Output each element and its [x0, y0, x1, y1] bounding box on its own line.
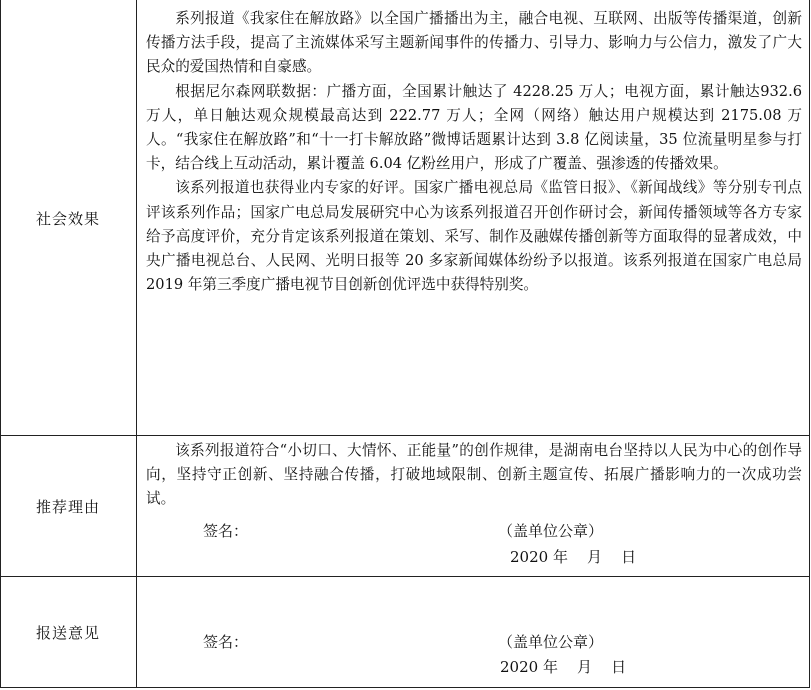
recommend-reason-content — [146, 439, 802, 512]
submit-date-label: 2020 年 月 日 — [500, 658, 627, 676]
table-border-bottom — [0, 687, 810, 688]
table-border-right — [809, 0, 810, 688]
recommend-sign-label: 签名： — [203, 522, 249, 540]
social-effect-content — [146, 7, 802, 297]
social-effect-paragraph-3: 该系列报道也获得业内专家的好评。国家广播电视总局《监管日报》、《新闻战线》等分别专刊点评该系列作品；国家广电总局发展研究中心为该系列报道召开创作研讨会，新闻传播领域等各方专家给予高度评价，充分肯定该系列报道在策划、采写、制作及融媒传播创新等方面取得的显著成效，中央广播电视总台、人民网、光明日报等 20 多家新闻媒体纷纷予以报道。该系列报道在国家广电总局 2019 年第三季度广播电视节目创新创优评选中获得特别奖。 — [146, 179, 802, 294]
social-effect-paragraph-2: 根据尼尔森网联数据：广播方面，全国累计触达了 4228.25 万人；电视方面，累计触达932.6 万人，单日触达观众规模最高达到 222.77 万人；全网（网络）触达用户规模达到 2175.08 万人。“我家住在解放路”和“十一打卡解放路”微博话题累计达到 3.8 亿阅读量，35 位流量明星参与打卡，结合线上互动活动，累计覆盖 6.04 亿粉丝用户，形成了广覆盖、强渗透的传播效果。 — [146, 82, 802, 173]
row-divider-1 — [0, 435, 810, 436]
table-border-left — [0, 0, 1, 688]
submit-opinion-label: 报送意见 — [35, 624, 100, 642]
recommend-date-label: 2020 年 月 日 — [510, 548, 637, 566]
recommend-reason-label: 推荐理由 — [35, 498, 100, 516]
social-effect-label: 社会效果 — [35, 210, 100, 228]
row-divider-2 — [0, 576, 810, 577]
recommend-reason-paragraph: 该系列报道符合“小切口、大情怀、正能量”的创作规律，是湖南电台坚持以人民为中心的创作导向，坚持守正创新、坚持融合传播，打破地域限制、创新主题宣传、拓展广播影响力的一次成功尝试。 — [146, 442, 802, 508]
recommend-seal-label: （盖单位公章） — [498, 522, 604, 540]
submit-seal-label: （盖单位公章） — [498, 633, 604, 651]
column-divider — [136, 0, 137, 688]
submit-sign-label: 签名： — [203, 633, 249, 651]
social-effect-paragraph-1: 系列报道《我家住在解放路》以全国广播播出为主，融合电视、互联网、出版等传播渠道，创新传播方法手段，提高了主流媒体采写主题新闻事件的传播力、引导力、影响力与公信力，激发了广大民众的爱国热情和自豪感。 — [146, 10, 802, 76]
